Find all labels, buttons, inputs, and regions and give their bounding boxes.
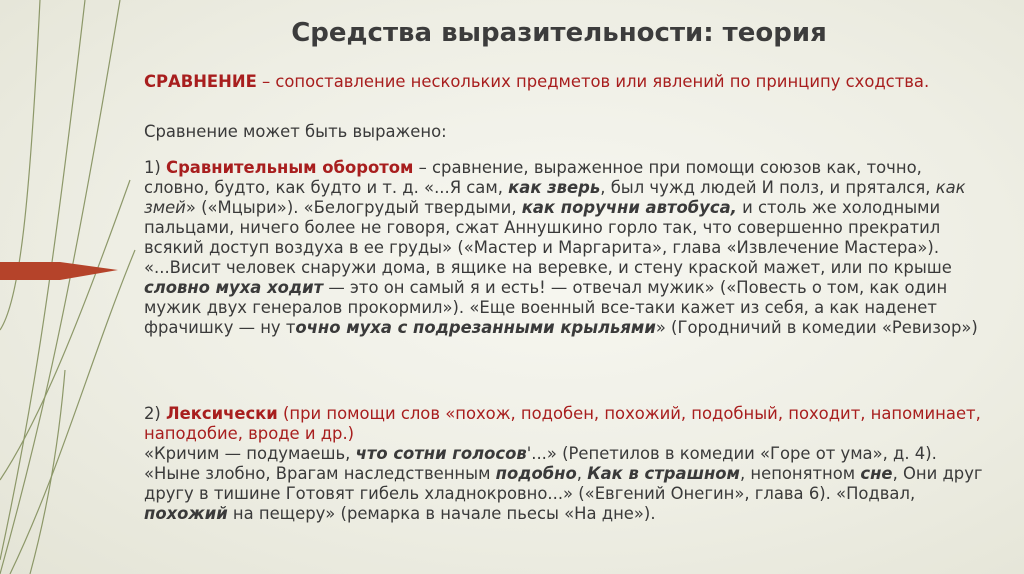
section1-emph-2: как змей [144, 178, 966, 217]
section2-text-5: , Они друг другу в тишине Готовят гибель хладнокровно...» («Евгений Онегин», глава 6). «Подвал, [144, 464, 983, 503]
intro-text: Сравнение может быть выражено: [144, 122, 447, 141]
decorative-lines [0, 0, 140, 574]
section2-paragraph [144, 404, 984, 524]
deco-curve-1 [0, 0, 120, 574]
deco-curve-4 [0, 0, 40, 330]
slide-title: Средства выразительности: теория [291, 18, 827, 48]
section2-number: 2) [144, 404, 167, 423]
section1-number: 1) [144, 158, 167, 177]
section1-text-6: » (Городничий в комедии «Ревизор») [655, 318, 978, 337]
section2-text-2: '...» (Репетилов в комедии «Горе от ума», д. 4). «Ныне злобно, Врагам наследственным [144, 444, 937, 483]
section1-paragraph [144, 158, 984, 338]
section1-emph-4: словно муха ходит [144, 278, 324, 297]
section2-text-3: , [576, 464, 588, 483]
definition-paragraph [144, 72, 984, 92]
section2-emph-5: похожий [144, 504, 228, 523]
section2-emph-4: сне [860, 464, 893, 483]
deco-curve-5 [30, 370, 65, 574]
section2-text-1: «Кричим — подумаешь, [144, 444, 356, 463]
section2-emph-3: Как в страшном [587, 464, 740, 483]
section1-text-4: и столь же холодными пальцами, ничего более не говоря, сжат Аннушкино горло так, что совершенно прекратил всякий доступ воздуха в ее груды» («Мастер и Маргарита», глава «Извлечение Мастера»). «...Висит человек снаружи дома, в ящике на веревке, и стену краской мажет, или по крыше [144, 198, 952, 277]
section2-text-6: на пещеру» (ремарка в начале пьесы «На дне»). [227, 504, 656, 523]
section1-text-5: — это он самый я и есть! — отвечал мужик» («Повесть о том, как один мужик двух генералов прокормил»). «Еще военный все-таки кажет из себя, а как наденет фрачишку — ну т [144, 278, 948, 337]
red-arrow-icon [0, 262, 118, 280]
section2-emph-1: что сотни голосов [355, 444, 527, 463]
section1-text-1: – сравнение, выраженное при помощи союзов как, точно, словно, будто, как будто и т. д. «...Я сам, [144, 158, 922, 197]
section2-heading: Лексически [166, 404, 278, 423]
section2-parenthetical: (при помощи слов «похож, подобен, похожий, подобный, походит, напоминает, наподобие, вроде и др.) [144, 404, 981, 443]
section1-emph-3: как поручни автобуса, [521, 198, 737, 217]
section1-emph-1: как зверь [508, 178, 601, 197]
deco-curve-6 [0, 180, 130, 480]
section2-text-4: , непонятном [739, 464, 861, 483]
section1-heading: Сравнительным оборотом [166, 158, 414, 177]
definition-text: – сопоставление нескольких предметов или явлений по принципу сходства. [256, 72, 930, 91]
section1-emph-5: очно муха с подрезанными крыльями [295, 318, 656, 337]
section1-text-2: , был чужд людей И полз, и прятался, [600, 178, 936, 197]
section2-emph-2: подобно [495, 464, 577, 483]
definition-term: СРАВНЕНИЕ [144, 72, 257, 91]
section1-text-3: » («Мцыри»). «Белогрудый твердыми, [185, 198, 522, 217]
